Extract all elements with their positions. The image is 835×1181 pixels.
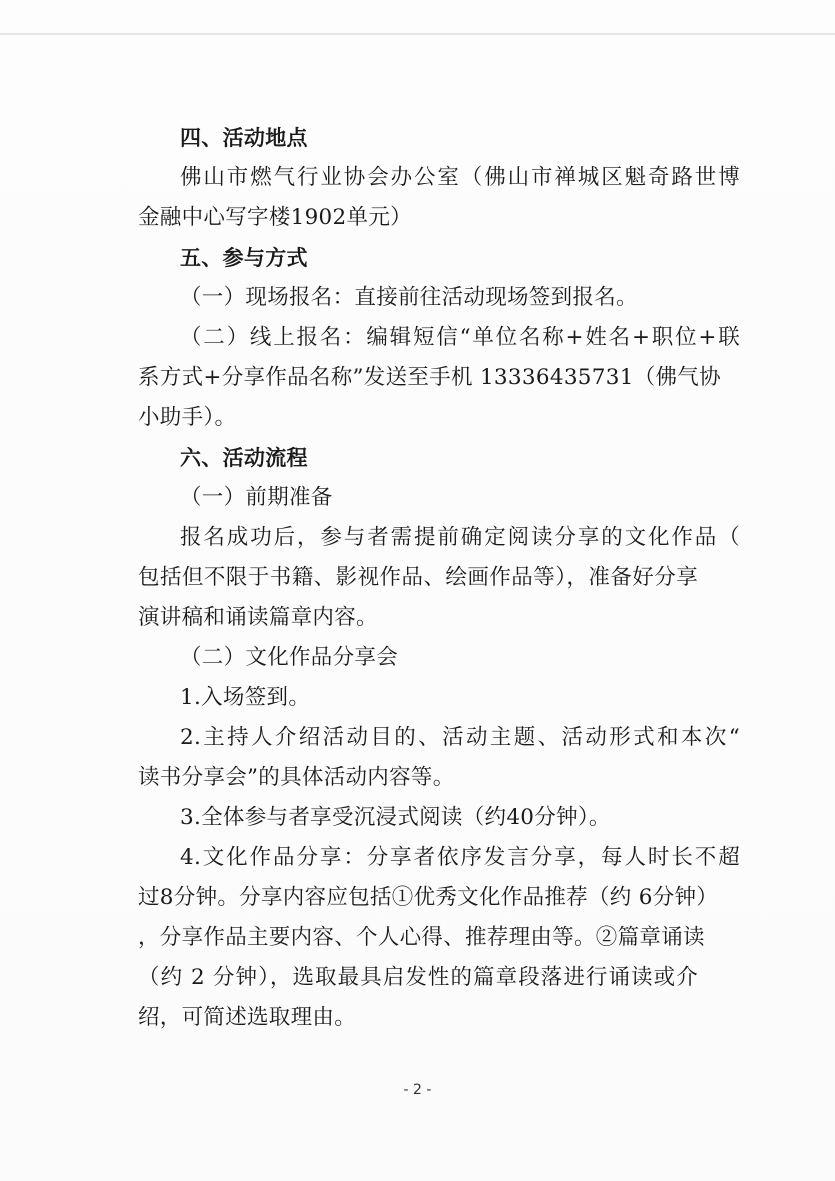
paragraph-line: 包括但不限于书籍、影视作品、绘画作品等），准备好分享 <box>138 565 698 590</box>
list-item: 1.入场签到。 <box>180 685 311 710</box>
paragraph-line: 过8分钟。分享内容应包括①优秀文化作品推荐（约 6分钟） <box>138 885 719 910</box>
paragraph-line: （一）现场报名：直接前往活动现场签到报名。 <box>180 285 638 310</box>
list-item: 4.文化作品分享：分享者依序发言分享，每人时长不超 <box>180 845 740 870</box>
paragraph-line: （二）线上报名：编辑短信“单位名称+姓名+职位+联 <box>180 325 740 350</box>
paragraph-line: 演讲稿和诵读篇章内容。 <box>138 605 378 630</box>
paragraph-line: 读书分享会”的具体活动内容等。 <box>138 765 455 790</box>
paragraph-line: 佛山市燃气行业协会办公室（佛山市禅城区魁奇路世博 <box>180 165 740 190</box>
page-number: - 2 - <box>403 1082 432 1098</box>
paragraph-line: （约 2 分钟），选取最具启发性的篇章段落进行诵读或介 <box>138 965 698 990</box>
paragraph-line: 小助手）。 <box>138 405 237 430</box>
section-heading-process: 六、活动流程 <box>180 446 308 470</box>
section-heading-participation: 五、参与方式 <box>180 246 308 270</box>
list-item: 2.主持人介绍活动目的、活动主题、活动形式和本次“ <box>180 725 740 750</box>
scan-edge-line <box>0 33 835 35</box>
paragraph-line: 绍，可简述选取理由。 <box>138 1005 357 1030</box>
paragraph-line: 金融中心写字楼1902单元） <box>138 205 412 230</box>
paragraph-line: ，分享作品主要内容、个人心得、推荐理由等。②篇章诵读 <box>138 925 705 950</box>
document-body <box>138 118 740 1038</box>
subheading-sharing-session: （二）文化作品分享会 <box>180 645 399 670</box>
paragraph-line: 报名成功后，参与者需提前确定阅读分享的文化作品（ <box>180 525 740 550</box>
paragraph-line: 系方式+分享作品名称”发送至手机 13336435731（佛气协 <box>138 365 721 390</box>
section-heading-location: 四、活动地点 <box>180 126 308 150</box>
list-item: 3.全体参与者享受沉浸式阅读（约40分钟）。 <box>180 805 611 830</box>
subheading-preparation: （一）前期准备 <box>180 485 333 510</box>
